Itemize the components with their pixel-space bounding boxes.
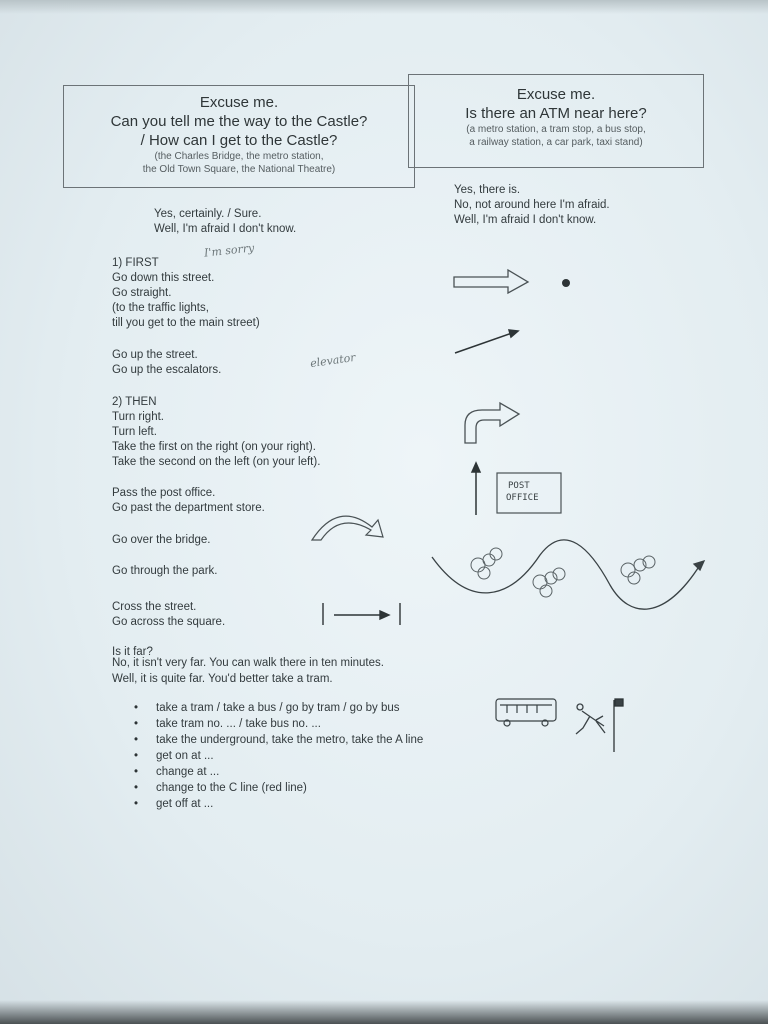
excuse-me-heading: Excuse me.	[199, 94, 279, 111]
castle-question: Can you tell me the way to the Castle?	[110, 113, 368, 130]
list-item: • take the underground, take the metro, take the A line	[134, 732, 423, 748]
bus-stop-sign-icon	[614, 699, 623, 752]
up-line-2: Go up the escalators.	[112, 364, 222, 376]
far-question: Is it far?	[112, 646, 153, 658]
bridge-line: Go over the bridge.	[112, 534, 211, 546]
then-line-1: Turn right.	[112, 411, 164, 423]
list-item: • change at ...	[134, 764, 423, 780]
pass-line-1: Pass the post office.	[112, 487, 216, 499]
far-answer-2: Well, it is quite far. You'd better take a tram.	[112, 673, 333, 685]
paper-top-edge	[0, 0, 768, 14]
atm-places-note-2: a railway station, a car park, taxi stand)	[469, 137, 643, 148]
bridge-arc-arrow-icon	[312, 516, 383, 540]
turn-right-arrow-icon	[465, 403, 519, 443]
answer-right-3: Well, I'm afraid I don't know.	[454, 214, 597, 226]
straight-arrow-icon	[454, 270, 528, 293]
handwritten-im-sorry: I'm sorry	[203, 241, 255, 260]
first-heading: 1) FIRST	[112, 257, 159, 269]
cross-line-2: Go across the square.	[112, 616, 226, 628]
list-item: • get on at ...	[134, 748, 423, 764]
handwritten-elevator: elevator	[309, 350, 357, 371]
running-person-icon	[576, 704, 605, 734]
castle-places-note-2: the Old Town Square, the National Theatre)	[142, 164, 336, 175]
then-line-4: Take the second on the left (on your left).	[112, 456, 321, 468]
list-item: • take tram no. ... / take bus no. ...	[134, 716, 423, 732]
pass-line-2: Go past the department store.	[112, 502, 265, 514]
excuse-me-heading-2: Excuse me.	[516, 86, 596, 103]
answer-right-2: No, not around here I'm afraid.	[454, 199, 610, 211]
question-box-castle	[63, 85, 415, 188]
far-answer-1: No, it isn't very far. You can walk there in ten minutes.	[112, 657, 384, 669]
answer-left-2: Well, I'm afraid I don't know.	[154, 223, 297, 235]
post-office-sign-line-1: POST	[508, 481, 530, 491]
then-line-2: Turn left.	[112, 426, 157, 438]
cross-street-arrow-icon	[323, 603, 400, 625]
first-line-3: (to the traffic lights,	[112, 302, 209, 314]
first-line-2: Go straight.	[112, 287, 172, 299]
first-line-1: Go down this street.	[112, 272, 215, 284]
uphill-arrow-icon	[455, 330, 518, 353]
bus-icon	[496, 699, 556, 726]
question-box-atm	[408, 74, 704, 168]
up-line-1: Go up the street.	[112, 349, 198, 361]
castle-places-note-1: (the Charles Bridge, the metro station,	[154, 151, 324, 162]
transport-list	[134, 700, 423, 812]
castle-question-alt: / How can I get to the Castle?	[140, 132, 338, 149]
list-item: • change to the C line (red line)	[134, 780, 423, 796]
tree-icon	[471, 548, 655, 597]
atm-question: Is there an ATM near here?	[465, 105, 647, 122]
park-line: Go through the park.	[112, 565, 218, 577]
post-office-sign	[497, 473, 561, 513]
atm-places-note-1: (a metro station, a tram stop, a bus stop,	[466, 124, 646, 135]
answer-left-1: Yes, certainly. / Sure.	[154, 208, 262, 220]
list-item: • take a tram / take a bus / go by tram / go by bus	[134, 700, 423, 716]
destination-dot-icon	[562, 279, 570, 287]
then-line-3: Take the first on the right (on your right).	[112, 441, 316, 453]
paper-bottom-edge	[0, 1000, 768, 1024]
cross-line-1: Cross the street.	[112, 601, 197, 613]
park-path-icon	[432, 540, 704, 609]
first-line-4: till you get to the main street)	[112, 317, 260, 329]
post-office-sign-line-2: OFFICE	[506, 493, 539, 503]
straight-on-arrow-icon	[472, 463, 480, 515]
answer-right-1: Yes, there is.	[454, 184, 521, 196]
list-item: • get off at ...	[134, 796, 423, 812]
then-heading: 2) THEN	[112, 396, 157, 408]
